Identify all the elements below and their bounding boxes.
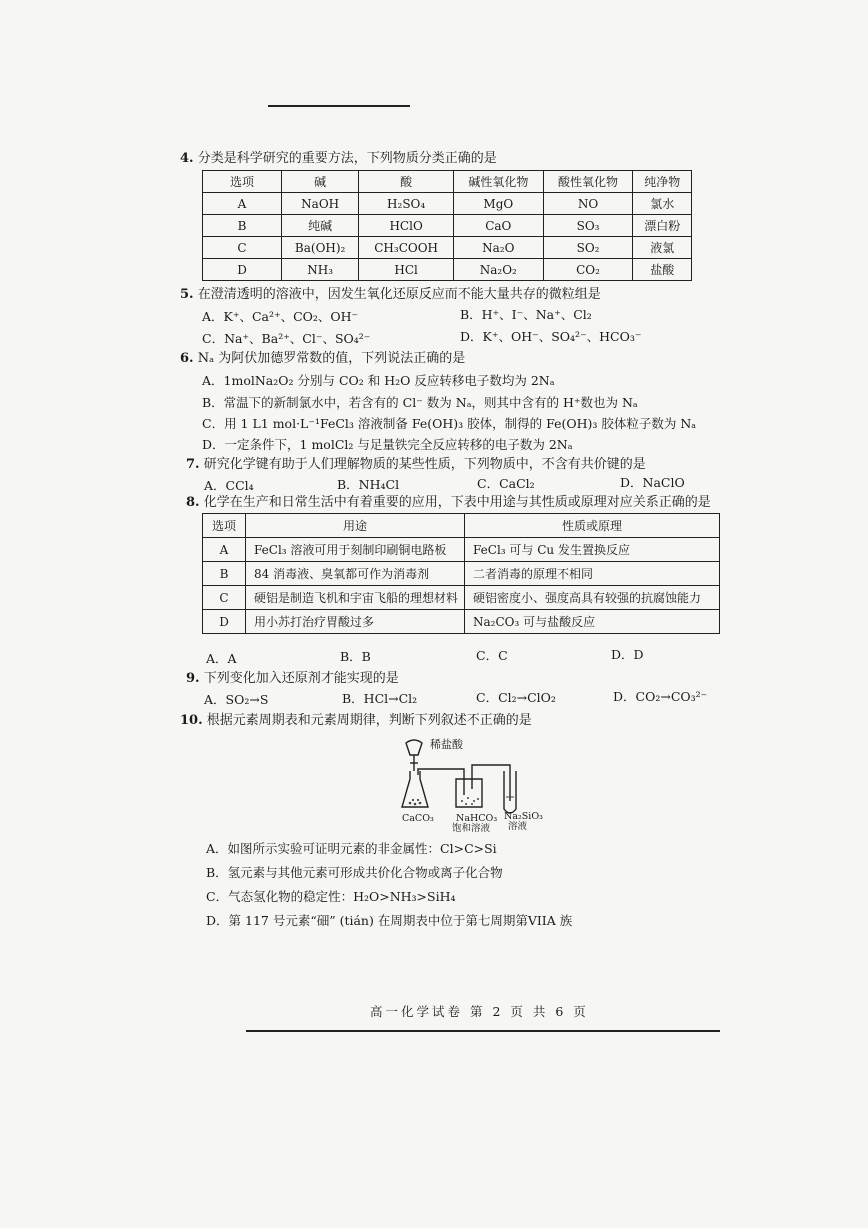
question-stem: 研究化学键有助于人们理解物质的某些性质，下列物质中，不含有共价键的是 bbox=[203, 457, 646, 472]
option-d[interactable]: D．一定条件下，1 molCl₂ 与足量铁完全反应转移的电子数为 2Nₐ bbox=[202, 437, 573, 452]
option-c[interactable]: C．C bbox=[476, 648, 508, 663]
table-cell: 硬铝密度小、强度高具有较强的抗腐蚀能力 bbox=[465, 586, 720, 610]
option-a[interactable]: A．1molNa₂O₂ 分别与 CO₂ 和 H₂O 反应转移电子数均为 2Nₐ bbox=[202, 373, 555, 388]
question-stem: 分类是科学研究的重要方法，下列物质分类正确的是 bbox=[197, 151, 497, 166]
header-cell: 选项 bbox=[203, 171, 282, 193]
option-b[interactable]: B．NH₄Cl bbox=[337, 477, 400, 492]
table-row bbox=[203, 215, 692, 237]
question-10 bbox=[180, 712, 532, 730]
header-cell: 纯净物 bbox=[633, 171, 692, 193]
table-cell: CH₃COOH bbox=[359, 237, 454, 259]
flask-label: CaCO₃ bbox=[402, 813, 434, 824]
table-cell: C bbox=[203, 237, 282, 259]
header-cell: 性质或原理 bbox=[465, 514, 720, 538]
top-rule bbox=[268, 105, 410, 107]
table-cell: MgO bbox=[453, 193, 543, 215]
table-header-row bbox=[203, 514, 720, 538]
option-d[interactable]: D．NaClO bbox=[620, 475, 685, 490]
table-row bbox=[203, 237, 692, 259]
table-cell: FeCl₃ 溶液可用于刻制印刷铜电路板 bbox=[246, 538, 465, 562]
table-cell: 漂白粉 bbox=[633, 215, 692, 237]
table-cell: 硬铝是制造飞机和宇宙飞船的理想材料 bbox=[246, 586, 465, 610]
table-cell: CaO bbox=[453, 215, 543, 237]
question-5 bbox=[180, 286, 601, 304]
option-a[interactable]: A．A bbox=[206, 651, 237, 666]
bottle-label-2: 饱和溶液 bbox=[452, 823, 491, 834]
option-c[interactable]: C．气态氢化物的稳定性：H₂O>NH₃>SiH₄ bbox=[206, 889, 456, 904]
option-d[interactable]: D．D bbox=[611, 647, 644, 662]
table-row bbox=[203, 610, 720, 634]
option-d[interactable]: D．CO₂→CO₃²⁻ bbox=[613, 689, 708, 704]
page-footer: 高一化学试卷 第 2 页 共 6 页 bbox=[370, 1004, 589, 1019]
option-b[interactable]: B．H⁺、I⁻、Na⁺、Cl₂ bbox=[460, 307, 592, 322]
question-stem: 在澄清透明的溶液中，因发生氧化还原反应而不能大量共存的微粒组是 bbox=[197, 287, 601, 302]
option-d[interactable]: D．第 117 号元素“鿬” (tián) 在周期表中位于第七周期第VIIA 族 bbox=[206, 913, 573, 928]
table-header-row bbox=[203, 171, 692, 193]
question-stem: 根据元素周期表和元素周期律，判断下列叙述不正确的是 bbox=[206, 713, 532, 728]
table-cell: 纯碱 bbox=[282, 215, 359, 237]
wash-bottle-icon bbox=[456, 779, 482, 807]
tube-label-2: 溶液 bbox=[508, 821, 528, 832]
table-cell: SO₂ bbox=[543, 237, 633, 259]
table-cell: B bbox=[203, 215, 282, 237]
question-8 bbox=[186, 494, 711, 512]
question-number: 7. bbox=[186, 457, 200, 472]
table-cell: H₂SO₄ bbox=[359, 193, 454, 215]
header-cell: 酸性氧化物 bbox=[543, 171, 633, 193]
question-stem: Nₐ 为阿伏加德罗常数的值，下列说法正确的是 bbox=[197, 351, 466, 366]
table-cell: C bbox=[203, 586, 246, 610]
table-cell: Na₂CO₃ 可与盐酸反应 bbox=[465, 610, 720, 634]
table-cell: Na₂O bbox=[453, 237, 543, 259]
table-cell: NH₃ bbox=[282, 259, 359, 281]
option-b[interactable]: B．常温下的新制氯水中，若含有的 Cl⁻ 数为 Nₐ，则其中含有的 H⁺数也为 Nₐ bbox=[202, 395, 638, 410]
table-row bbox=[203, 193, 692, 215]
question-number: 4. bbox=[180, 151, 194, 166]
q4-classification-table bbox=[202, 170, 692, 281]
table-row bbox=[203, 259, 692, 281]
table-row bbox=[203, 562, 720, 586]
table-cell: 二者消毒的原理不相同 bbox=[465, 562, 720, 586]
table-cell: CO₂ bbox=[543, 259, 633, 281]
table-cell: 液氯 bbox=[633, 237, 692, 259]
question-stem: 下列变化加入还原剂才能实现的是 bbox=[203, 671, 399, 686]
table-cell: Ba(OH)₂ bbox=[282, 237, 359, 259]
table-cell: SO₃ bbox=[543, 215, 633, 237]
table-row bbox=[203, 538, 720, 562]
question-number: 10. bbox=[180, 713, 203, 728]
option-a[interactable]: A．SO₂→S bbox=[204, 692, 269, 707]
conical-flask-icon bbox=[402, 771, 428, 807]
q8-application-table bbox=[202, 513, 720, 634]
tube-label: Na₂SiO₃ bbox=[504, 811, 543, 822]
table-cell: A bbox=[203, 538, 246, 562]
header-cell: 选项 bbox=[203, 514, 246, 538]
table-cell: 用小苏打治疗胃酸过多 bbox=[246, 610, 465, 634]
table-cell: Na₂O₂ bbox=[453, 259, 543, 281]
table-cell: HCl bbox=[359, 259, 454, 281]
question-number: 5. bbox=[180, 287, 194, 302]
table-cell: 盐酸 bbox=[633, 259, 692, 281]
header-cell: 碱性氧化物 bbox=[453, 171, 543, 193]
question-stem: 化学在生产和日常生活中有着重要的应用，下表中用途与其性质或原理对应关系正确的是 bbox=[203, 495, 711, 510]
table-cell: D bbox=[203, 610, 246, 634]
option-b[interactable]: B．HCl→Cl₂ bbox=[342, 691, 418, 706]
table-cell: 84 消毒液、臭氧都可作为消毒剂 bbox=[246, 562, 465, 586]
bottom-rule bbox=[246, 1030, 720, 1032]
table-cell: HClO bbox=[359, 215, 454, 237]
table-cell: D bbox=[203, 259, 282, 281]
option-c[interactable]: C．用 1 L1 mol·L⁻¹FeCl₃ 溶液制备 Fe(OH)₃ 胶体，制得的 Fe(OH)₃ 胶体粒子数为 Nₐ bbox=[202, 416, 697, 431]
option-a[interactable]: A．K⁺、Ca²⁺、CO₂、OH⁻ bbox=[202, 309, 359, 324]
option-b[interactable]: B．氢元素与其他元素可形成共价化合物或离子化合物 bbox=[206, 865, 503, 880]
question-9 bbox=[186, 670, 399, 688]
option-a[interactable]: A．CCl₄ bbox=[204, 478, 254, 493]
question-number: 9. bbox=[186, 671, 200, 686]
table-cell: FeCl₃ 可与 Cu 发生置换反应 bbox=[465, 538, 720, 562]
question-number: 6. bbox=[180, 351, 194, 366]
option-b[interactable]: B．B bbox=[340, 649, 371, 664]
table-cell: A bbox=[203, 193, 282, 215]
option-c[interactable]: C．CaCl₂ bbox=[477, 476, 535, 491]
header-cell: 用途 bbox=[246, 514, 465, 538]
header-cell: 碱 bbox=[282, 171, 359, 193]
funnel-icon bbox=[406, 740, 422, 755]
question-7 bbox=[186, 456, 646, 474]
option-c[interactable]: C．Cl₂→ClO₂ bbox=[476, 690, 556, 705]
table-cell: NaOH bbox=[282, 193, 359, 215]
table-cell: NO bbox=[543, 193, 633, 215]
bottle-label: NaHCO₃ bbox=[456, 813, 498, 824]
question-4 bbox=[180, 150, 497, 168]
option-a[interactable]: A．如图所示实验可证明元素的非金属性：Cl>C>Si bbox=[206, 841, 497, 856]
table-cell: B bbox=[203, 562, 246, 586]
table-cell: 氯水 bbox=[633, 193, 692, 215]
question-number: 8. bbox=[186, 495, 200, 510]
header-cell: 酸 bbox=[359, 171, 454, 193]
experiment-apparatus bbox=[400, 735, 560, 835]
option-d[interactable]: D．K⁺、OH⁻、SO₄²⁻、HCO₃⁻ bbox=[460, 329, 642, 344]
acid-label: 稀盐酸 bbox=[430, 738, 463, 751]
table-row bbox=[203, 586, 720, 610]
option-c[interactable]: C．Na⁺、Ba²⁺、Cl⁻、SO₄²⁻ bbox=[202, 331, 371, 346]
question-6 bbox=[180, 350, 465, 368]
